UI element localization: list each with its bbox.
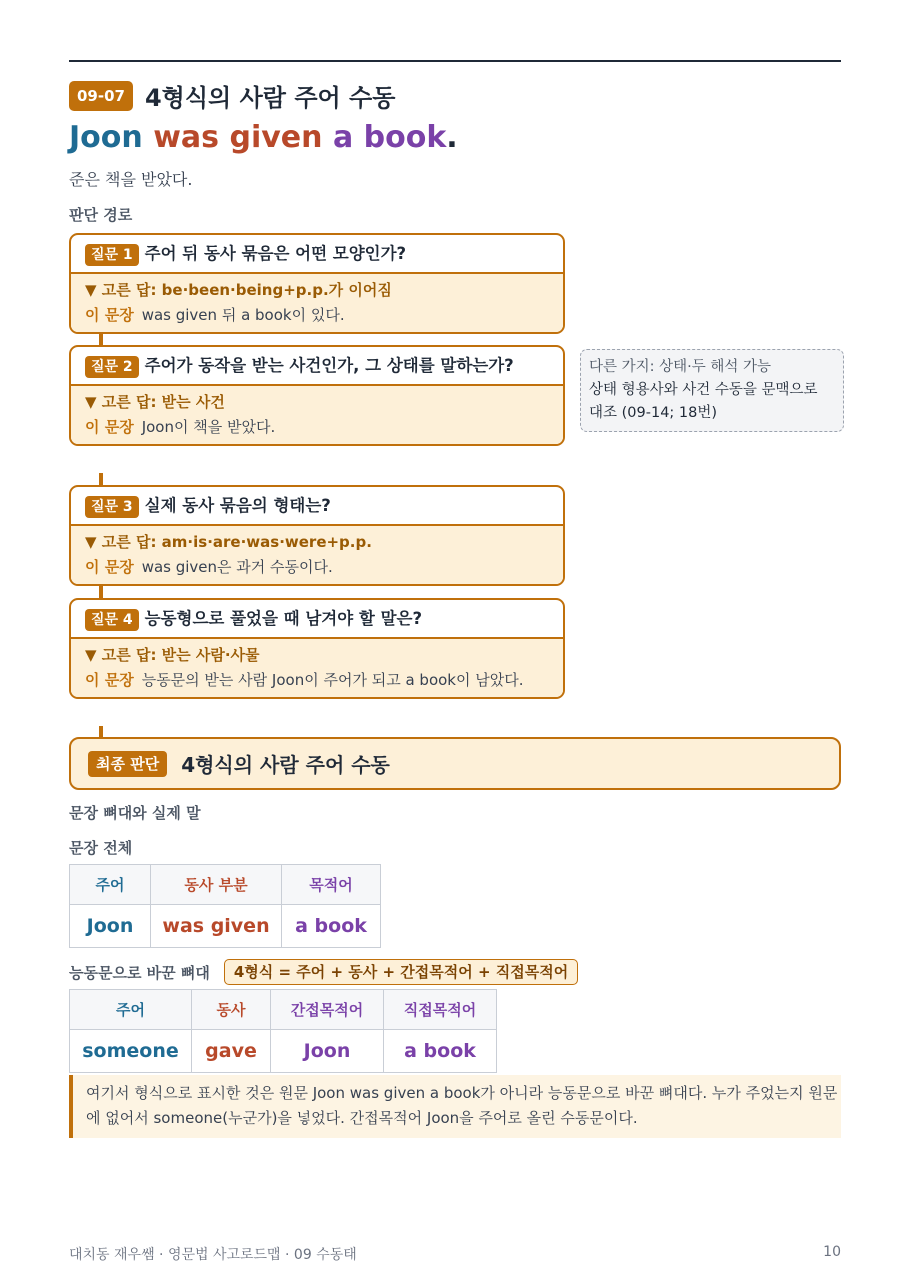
sentence-period: . xyxy=(446,120,458,155)
footer-source: 대치동 재우쌤 · 영문법 사고로드맵 · 09 수동태 xyxy=(69,1247,357,1263)
table-cell-verb: gave xyxy=(192,1030,271,1073)
question-text: 주어가 동작을 받는 사건인가, 그 상태를 말하는가? xyxy=(144,356,514,375)
table-row xyxy=(70,905,381,948)
section-title: 4형식의 사람 주어 수동 xyxy=(144,84,396,112)
question-card-4 xyxy=(69,598,565,699)
table-header-subject: 주어 xyxy=(70,865,151,905)
question-card-2 xyxy=(69,345,565,446)
alternate-branch-title: 다른 가지: 상태·두 해석 가능 xyxy=(589,359,772,375)
active-skeleton-header xyxy=(69,959,578,985)
explanation-note: 여기서 형식으로 표시한 것은 원문 Joon was given a book가 아니라 능동문으로 바꾼 뼈대다. 누가 주었는지 원문에 없어서 someone(누군가)을 넣었다. 간접목적어 Joon을 주어로 올린 수동문이다. xyxy=(69,1075,841,1138)
alternate-branch-note xyxy=(580,349,844,432)
table-cell-verb: was given xyxy=(151,905,282,948)
question-answer-area xyxy=(71,526,563,584)
this-sentence-label: 이 문장 xyxy=(85,306,134,324)
question-tag: 질문 4 xyxy=(85,609,139,631)
this-sentence-text: was given은 과거 수동이다. xyxy=(141,558,333,576)
question-header xyxy=(71,487,563,526)
question-header xyxy=(71,235,563,274)
whole-sentence-label: 문장 전체 xyxy=(69,839,133,857)
sentence-object: a book xyxy=(332,120,447,155)
final-verdict xyxy=(69,737,841,790)
table-cell-subject: Joon xyxy=(70,905,151,948)
sentence-subject: Joon xyxy=(69,120,143,155)
question-text: 실제 동사 묶음의 형태는? xyxy=(144,496,331,515)
question-text: 주어 뒤 동사 묶음은 어떤 모양인가? xyxy=(144,244,407,263)
table-header-verb: 동사 부분 xyxy=(151,865,282,905)
question-text: 능동형으로 풀었을 때 남겨야 할 말은? xyxy=(144,609,423,628)
question-card-3 xyxy=(69,485,565,586)
path-label: 판단 경로 xyxy=(69,206,133,224)
this-sentence-label: 이 문장 xyxy=(85,418,134,436)
this-sentence-label: 이 문장 xyxy=(85,671,134,689)
question-tag: 질문 3 xyxy=(85,496,139,518)
table-header-row xyxy=(70,865,381,905)
question-header xyxy=(71,600,563,639)
chosen-answer: ▼ 고른 답: am·is·are·was·were+p.p. xyxy=(85,533,372,551)
question-answer-area xyxy=(71,639,563,697)
this-sentence-label: 이 문장 xyxy=(85,558,134,576)
table-header-indirect-object: 간접목적어 xyxy=(271,990,384,1030)
final-verdict-title: 4형식의 사람 주어 수동 xyxy=(181,753,390,777)
chosen-answer: ▼ 고른 답: 받는 사건 xyxy=(85,393,225,411)
question-answer-area xyxy=(71,274,563,332)
alternate-branch-body: 상태 형용사와 사건 수동을 문맥으로 대조 (09-14; 18번) xyxy=(589,382,818,421)
question-tag: 질문 2 xyxy=(85,356,139,378)
page-number: 10 xyxy=(823,1244,841,1260)
question-header xyxy=(71,347,563,386)
question-tag: 질문 1 xyxy=(85,244,139,266)
example-sentence xyxy=(69,120,458,155)
sentence-verb: was given xyxy=(153,120,323,155)
section-code-badge: 09-07 xyxy=(69,81,133,111)
active-skeleton-table xyxy=(69,989,497,1073)
question-answer-area xyxy=(71,386,563,444)
table-header-subject: 주어 xyxy=(70,990,192,1030)
skeleton-label: 문장 뼈대와 실제 말 xyxy=(69,804,201,822)
sentence-pattern-formula: 4형식 = 주어 + 동사 + 간접목적어 + 직접목적어 xyxy=(224,959,578,985)
active-skeleton-label: 능동문으로 바꾼 뼈대 xyxy=(69,963,210,982)
question-card-1 xyxy=(69,233,565,334)
whole-sentence-table xyxy=(69,864,381,948)
table-header-direct-object: 직접목적어 xyxy=(384,990,497,1030)
sentence-translation: 준은 책을 받았다. xyxy=(69,170,193,189)
table-row xyxy=(70,1030,497,1073)
this-sentence-text: 능동문의 받는 사람 Joon이 주어가 되고 a book이 남았다. xyxy=(141,671,524,689)
final-verdict-tag: 최종 판단 xyxy=(88,751,167,777)
table-header-verb: 동사 xyxy=(192,990,271,1030)
table-cell-subject: someone xyxy=(70,1030,192,1073)
top-rule xyxy=(69,60,841,62)
table-cell-indirect-object: Joon xyxy=(271,1030,384,1073)
this-sentence-text: was given 뒤 a book이 있다. xyxy=(141,306,345,324)
chosen-answer: ▼ 고른 답: be·been·being+p.p.가 이어짐 xyxy=(85,281,392,299)
table-header-row xyxy=(70,990,497,1030)
table-header-object: 목적어 xyxy=(282,865,381,905)
chosen-answer: ▼ 고른 답: 받는 사람·사물 xyxy=(85,646,260,664)
table-cell-direct-object: a book xyxy=(384,1030,497,1073)
section-heading xyxy=(69,78,395,113)
table-cell-object: a book xyxy=(282,905,381,948)
this-sentence-text: Joon이 책을 받았다. xyxy=(141,418,276,436)
